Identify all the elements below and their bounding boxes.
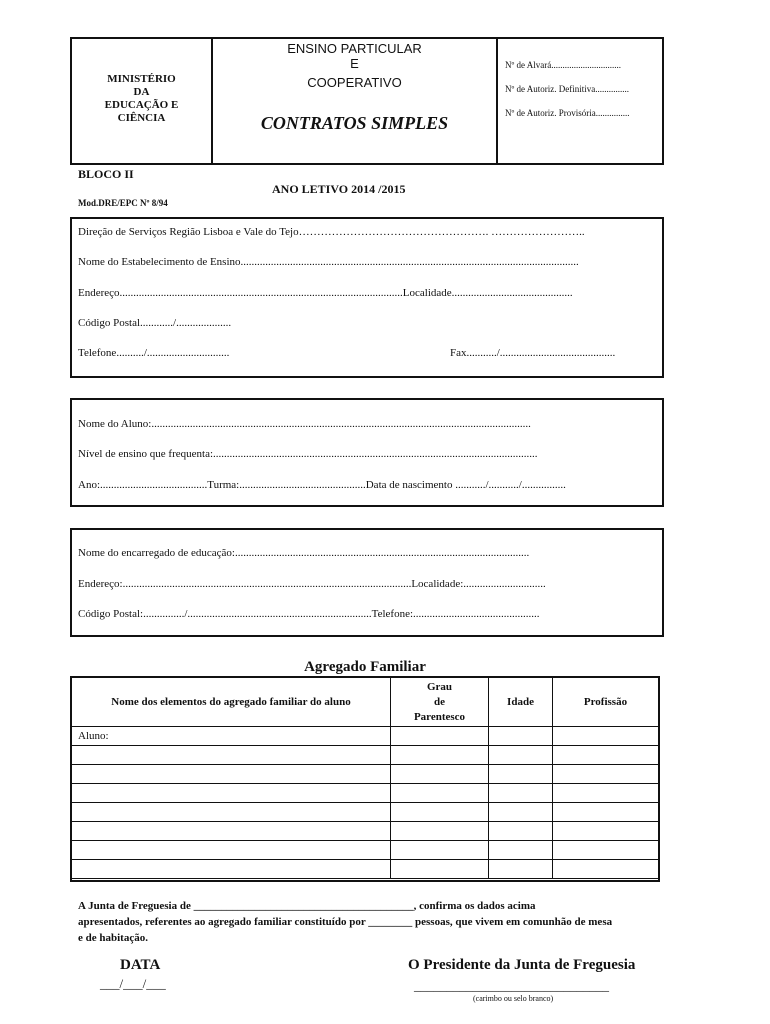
col-age-header: Idade bbox=[489, 678, 553, 727]
form-subtitle: CONTRATOS SIMPLES bbox=[260, 113, 449, 133]
stamp-note: (carimbo ou selo branco) bbox=[473, 994, 554, 1003]
col-name-header: Nome dos elementos do agregado familiar do aluno bbox=[72, 678, 391, 727]
direction-field[interactable]: Direção de Serviços Região Lisboa e Vale do Tejo……………………………………………. …………………….. bbox=[78, 226, 585, 238]
school-fax-field[interactable]: Fax.........../.......................................... bbox=[450, 347, 616, 359]
header-divider-right bbox=[496, 38, 498, 164]
guardian-postal-phone-field[interactable]: Código Postal:.............../...................................................................Telefone:.............................................. bbox=[78, 608, 540, 620]
col-profession-header: Profissão bbox=[553, 678, 659, 727]
school-postal-code-field[interactable]: Código Postal............/.................... bbox=[78, 317, 232, 329]
signature-line[interactable]: ______________________________ bbox=[414, 978, 609, 993]
model-reference: Mod.DRE/EPC Nº 8/94 bbox=[78, 198, 168, 208]
student-name-field[interactable]: Nome do Aluno:.......................................................................................................................................... bbox=[78, 418, 531, 430]
school-name-field[interactable]: Nome do Estabelecimento de Ensino........................................................................................................................... bbox=[78, 256, 579, 268]
table-row[interactable] bbox=[72, 746, 659, 765]
table-row[interactable] bbox=[72, 803, 659, 822]
license-fields: Nº de Alvará............................... Nº de Autoriz. Definitiva............... Nº de Autoriz. Provisória............... bbox=[505, 60, 630, 118]
ministry-label: MINISTÉRIO DA EDUCAÇÃO E CIÊNCIA bbox=[104, 73, 179, 124]
school-phone-field[interactable]: Telefone........../.............................. bbox=[78, 347, 230, 359]
col-degree-header: Grau de Parentesco bbox=[391, 678, 489, 727]
table-row[interactable] bbox=[72, 765, 659, 784]
parish-confirmation-text: A Junta de Freguesia de ________________________________________, confirma os dados acima apresentados, referentes ao agregado familiar constituído por ________ pessoas, que vivem em comunhão de mesa e de habitação. bbox=[78, 900, 613, 944]
table-row[interactable] bbox=[72, 727, 659, 746]
guardian-name-field[interactable]: Nome do encarregado de educação:........................................................................................................... bbox=[78, 547, 530, 559]
date-label: DATA bbox=[120, 957, 161, 973]
table-row[interactable] bbox=[72, 822, 659, 841]
bloco-label: BLOCO II bbox=[78, 167, 134, 181]
date-blank-field[interactable]: ___/___/___ bbox=[100, 976, 166, 991]
year-class-birth-field[interactable]: Ano:.......................................Turma:..............................................Data de nascimento .........../.........../................ bbox=[78, 479, 566, 491]
school-level-field[interactable]: Nível de ensino que frequenta:...................................................................................................................... bbox=[78, 448, 538, 460]
table-row[interactable] bbox=[72, 841, 659, 860]
guardian-address-field[interactable]: Endereço:.........................................................................................................Localidade:.............................. bbox=[78, 578, 546, 590]
table-row[interactable] bbox=[72, 860, 659, 879]
family-table bbox=[71, 677, 659, 879]
president-label: O Presidente da Junta de Freguesia bbox=[408, 957, 636, 973]
school-address-field[interactable]: Endereço.......................................................................................................Localidade............................................ bbox=[78, 287, 573, 299]
school-year: ANO LETIVO 2014 /2015 bbox=[272, 182, 406, 196]
education-type-label: ENSINO PARTICULAR E COOPERATIVO bbox=[287, 41, 422, 90]
table-row[interactable] bbox=[72, 784, 659, 803]
student-row-label: Aluno: bbox=[72, 727, 391, 746]
family-title: Agregado Familiar bbox=[304, 659, 426, 675]
